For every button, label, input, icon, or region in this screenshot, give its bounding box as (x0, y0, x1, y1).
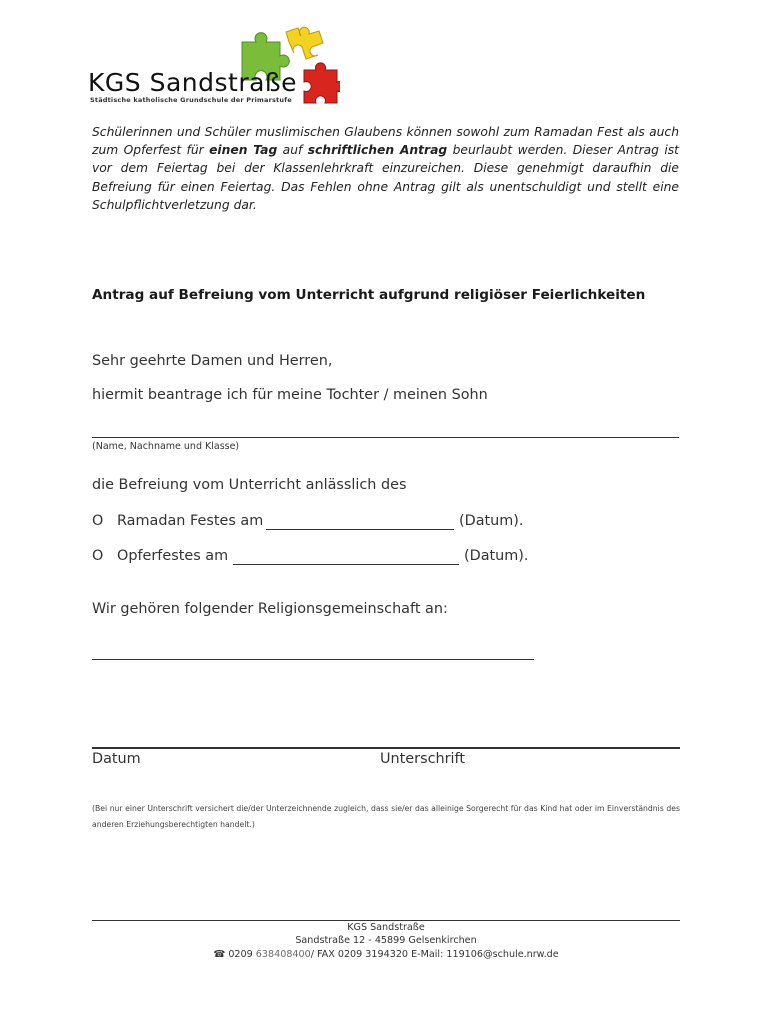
footer-school: KGS Sandstraße (347, 922, 425, 933)
footer-fax-email: / FAX 0209 3194320 E-Mail: 119106@schule.nrw.de (310, 949, 559, 960)
logo-school-name: KGS Sandstraße (88, 68, 298, 97)
form-heading: Antrag auf Befreiung vom Unterricht aufgrund religiöser Feierlichkeiten (92, 287, 646, 303)
option-opferfest-suffix: (Datum). (464, 548, 529, 564)
name-field-line[interactable] (92, 437, 679, 438)
intro-bold-written-request: schriftlichen Antrag (307, 143, 448, 158)
signature-line[interactable] (92, 747, 680, 749)
option-opferfest-label: Opferfestes am (117, 548, 229, 564)
option-opferfest-checkbox[interactable]: O (92, 548, 104, 564)
request-line: hiermit beantrage ich für meine Tochter / meinen Sohn (92, 387, 488, 403)
option-ramadan-checkbox[interactable]: O (92, 513, 104, 529)
phone-icon: ☎ (213, 949, 226, 960)
religion-field-line[interactable] (92, 659, 534, 660)
option-ramadan-suffix: (Datum). (459, 513, 524, 529)
logo-subtitle: Städtische katholische Grundschule der Primarstufe (90, 96, 292, 104)
salutation: Sehr geehrte Damen und Herren, (92, 353, 333, 369)
exemption-line: die Befreiung vom Unterricht anlässlich des (92, 477, 407, 493)
school-logo (80, 24, 346, 114)
footer-phone-number: 638408400 (255, 949, 311, 960)
religion-line: Wir gehören folgender Religionsgemeinschaft an: (92, 601, 448, 617)
name-field-hint: (Name, Nachname und Klasse) (92, 441, 240, 452)
option-ramadan-label: Ramadan Festes am (117, 513, 264, 529)
footer-address: Sandstraße 12 - 45899 Gelsenkirchen (295, 935, 477, 946)
custody-note: (Bei nur einer Unterschrift versichert die/der Unterzeichnende zugleich, dass sie/er das alleinige Sorgerecht für das Kind hat oder im Einverständnis des anderen Erziehungsberechtigten handelt.) (92, 804, 680, 829)
intro-paragraph: Schülerinnen und Schüler muslimischen Glaubens können sowohl zum Ramadan Fest als auch zum Opferfest für einen Tag auf schriftlichen Antrag beurlaubt werden. Dieser Antrag ist vor dem Feiertag bei der Klassenlehrkraft einzureichen. Diese genehmigt daraufhin die Befreiung für einen Feiertag. Das Fehlen ohne Antrag gilt als unentschuldigt und stellt eine Schulpflichtverletzung dar. (92, 125, 679, 212)
signature-label: Unterschrift (380, 751, 465, 767)
ramadan-date-field[interactable] (266, 529, 454, 530)
opferfest-date-field[interactable] (233, 564, 459, 565)
footer-contact: ☎ 0209 638408400/ FAX 0209 3194320 E-Mail: 119106@schule.nrw.de (213, 949, 559, 960)
footer-divider (92, 920, 680, 921)
intro-bold-one-day: einen Tag (209, 143, 278, 158)
date-label: Datum (92, 751, 141, 767)
